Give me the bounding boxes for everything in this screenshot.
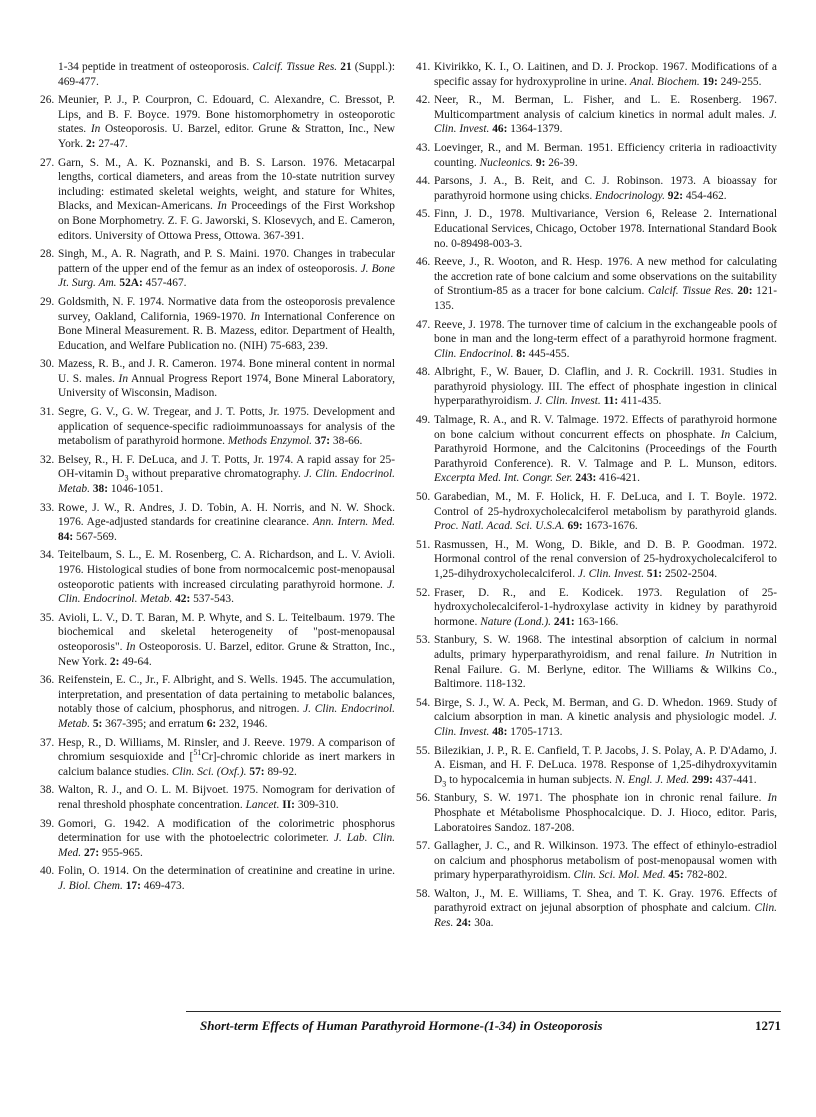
reference-volume: 21 — [340, 61, 352, 73]
reference-text: 26-39. — [545, 156, 578, 169]
reference-number: 41. — [416, 61, 431, 73]
reference-journal: Nucleonics. — [479, 156, 534, 169]
reference-text: 1673-1676. — [582, 520, 638, 533]
reference-item — [416, 365, 777, 409]
reference-journal: Ann. Intern. Med. — [312, 516, 395, 529]
reference-volume: 48: — [492, 725, 508, 738]
reference-journal: J. Clin. Invest. — [434, 711, 777, 738]
reference-item — [416, 93, 777, 137]
reference-volume: 299: — [692, 773, 713, 786]
reference-journal: J. Clin. Endocrinol. Metab. — [58, 578, 395, 606]
reference-text: 437-441. — [712, 773, 757, 786]
reference-volume: 51: — [646, 568, 663, 580]
reference-text: Stanbury, S. W. 1968. The intestinal absorption of calcium in normal adults, primary hyperparathyroidism, and renal failure. — [434, 634, 777, 661]
reference-item — [416, 490, 777, 534]
reference-volume: 11: — [603, 395, 619, 408]
reference-journal: J. Clin. Invest. — [434, 108, 777, 136]
reference-text: 416-421. — [596, 472, 640, 485]
reference-item — [416, 744, 777, 788]
reference-item — [416, 633, 777, 691]
reference-item — [40, 156, 395, 244]
reference-text: 367-395; and erratum — [102, 717, 207, 730]
page-footer — [186, 1018, 781, 1038]
reference-number: 45. — [416, 208, 431, 221]
page-number: 1271 — [755, 1018, 781, 1033]
reference-item — [416, 696, 777, 740]
reference-journal: Nature (Lond.). — [480, 615, 551, 628]
reference-journal: Clin. Sci. (Oxf.). — [171, 765, 247, 778]
reference-column-left — [40, 60, 395, 897]
reference-item — [40, 357, 395, 401]
reference-text: Singh, M., A. R. Nagrath, and P. S. Maini. 1970. Changes in trabecular pattern of the upper end of the femur as an index of osteoporosis. — [58, 248, 395, 275]
reference-item — [416, 174, 777, 203]
footer-divider — [186, 1011, 781, 1012]
reference-text: Birge, S. J., W. A. Peck, M. Berman, and G. D. Whedon. 1969. Study of calcium absorption in man. A kinetic analysis and physiologic model. — [434, 696, 777, 724]
reference-number: 39. — [40, 817, 55, 830]
reference-text: 454-462. — [682, 189, 727, 202]
reference-text: Segre, G. V., G. W. Tregear, and J. T. Potts, Jr. 1975. Development and application of sequence-specific radioimmunoassays for analysis of the metabolism of parathyroid hormone. — [58, 406, 395, 448]
reference-volume: 24: — [456, 917, 472, 930]
reference-journal: Proc. Natl. Acad. Sci. U.S.A. — [434, 520, 565, 533]
reference-volume: 9: — [535, 156, 546, 169]
reference-text: 2502-2504. — [662, 568, 718, 580]
reference-item — [40, 817, 395, 861]
reference-text: Nutrition in Renal Failure. G. M. Berlyne, editor. The Williams & Wilkins Co., Baltimore. 118-132. — [434, 648, 777, 691]
reference-text: 537-543. — [190, 593, 234, 606]
reference-text: Rowe, J. W., R. Andres, J. D. Tobin, A. H. Norris, and N. W. Shock. 1976. Age-adjusted standards for creatinine clearance. — [58, 501, 395, 529]
reference-item — [40, 611, 395, 669]
reference-number: 34. — [40, 549, 55, 562]
reference-number: 48. — [416, 366, 431, 379]
reference-text: to hypocalcemia in human subjects. — [446, 773, 615, 786]
reference-text: Garabedian, M., M. F. Holick, H. F. DeLuca, and I. T. Boyle. 1972. Control of 25-hydroxycholecalciferol metabolism by parathyroid glands. — [434, 491, 777, 518]
reference-journal: Excerpta Med. Int. Congr. Ser. — [434, 472, 573, 485]
reference-text: 3 — [442, 779, 447, 788]
reference-text: 89-92. — [264, 765, 297, 778]
reference-item — [416, 839, 777, 883]
reference-text: Osteoporosis. U. Barzel, editor. Grune & Stratton, Inc., New York. — [58, 123, 395, 150]
reference-volume: 27: — [83, 846, 100, 859]
reference-text: 38-66. — [330, 435, 363, 448]
reference-item — [416, 887, 777, 931]
reference-text: Stanbury, S. W. 1971. The phosphate ion in chronic renal failure. — [434, 792, 768, 805]
reference-item — [40, 247, 395, 291]
reference-text: Loevinger, R., and M. Berman. 1951. Efficiency criteria in radioactivity counting. — [434, 141, 777, 169]
reference-number: 32. — [40, 453, 55, 466]
reference-number: 30. — [40, 358, 55, 371]
reference-text: Reeve, J. 1978. The turnover time of calcium in the exchangeable pools of bone in man and the long-term effect of a parathyroid hormone fragment. — [434, 318, 777, 346]
reference-number: 36. — [40, 674, 55, 687]
reference-text: Folin, O. 1914. On the determination of creatinine and creatine in urine. — [58, 865, 395, 878]
reference-volume: 5: — [92, 717, 103, 730]
reference-item — [40, 405, 395, 449]
reference-text: Reifenstein, E. C., Jr., F. Albright, and S. Wells. 1945. The accumulation, interpretation, and presentation of data pertaining to metabolic balances, notably those of calcium, phosphorus, and nitrogen. — [58, 674, 395, 716]
reference-text: Reeve, J., R. Wooton, and R. Hesp. 1976. A new method for calculating the accretion rate of bone calcium and some observations on the suitability of Strontium-85 as a tracer for bone calcium. — [434, 256, 777, 298]
reference-volume: 241: — [553, 615, 575, 628]
reference-text: 1-34 peptide in treatment of osteoporosis. — [58, 61, 253, 73]
reference-number: 56. — [416, 792, 431, 805]
reference-text: 232, 1946. — [216, 717, 268, 730]
reference-text: (Suppl.): 469-477. — [58, 61, 395, 88]
reference-text: Kivirikko, K. I., O. Laitinen, and D. J. Prockop. 1967. Modifications of a specific assay for hydroxyproline in urine. — [434, 61, 777, 88]
reference-text: Osteoporosis. U. Barzel, editor. Grune & Stratton, Inc., New York. — [58, 640, 395, 668]
reference-text: Proceedings of the First Workshop on Bone Morphometry. Z. F. G. Jaworski, S. Klosevych, and E. Cameron, editors. University of Ottowa Press, Ottowa. 367-391. — [58, 200, 395, 242]
reference-text: 567-569. — [73, 530, 117, 543]
reference-volume: 20: — [737, 285, 753, 298]
reference-journal: Clin. Res. — [434, 902, 777, 930]
reference-number: 46. — [416, 256, 431, 269]
reference-number: 42. — [416, 94, 431, 107]
reference-volume: 57: — [249, 765, 265, 778]
reference-volume: 38: — [92, 483, 108, 496]
reference-journal: N. Engl. J. Med. — [614, 773, 690, 786]
reference-item — [416, 586, 777, 630]
reference-volume: 8: — [516, 347, 526, 360]
reference-text: Neer, R., M. Berman, L. Fisher, and L. E. Rosenberg. 1967. Multicompartment analysis of calcium kinetics in normal adult males. — [434, 94, 777, 121]
reference-volume: 2: — [109, 655, 120, 668]
reference-journal: J. Clin. Invest. — [577, 568, 645, 580]
reference-text: Cr]-chromic chloride as inert markers in calcium balance studies. — [58, 751, 395, 778]
reference-journal: In — [705, 648, 715, 661]
reference-text: 30a. — [471, 917, 494, 930]
reference-text: Gomori, G. 1942. A modification of the colorimetric phosphorus determination for use with the photoelectric colorimeter. — [58, 817, 395, 845]
reference-volume: 92: — [667, 189, 683, 202]
reference-journal: J. Clin. Endocrinol. Metab. — [58, 703, 395, 730]
reference-number: 38. — [40, 784, 55, 797]
reference-text: 121-135. — [434, 285, 777, 312]
reference-text: 51 — [193, 748, 202, 758]
reference-text: Belsey, R., H. F. DeLuca, and J. T. Potts, Jr. 1974. A rapid assay for 25-OH-vitamin D — [58, 453, 395, 481]
reference-number: 43. — [416, 141, 431, 154]
reference-journal: Methods Enzymol. — [227, 435, 313, 448]
reference-item — [416, 791, 777, 835]
reference-item — [40, 295, 395, 353]
reference-item — [40, 93, 395, 151]
reference-text: Hesp, R., D. Williams, M. Rinsler, and J. Reeve. 1979. A comparison of chromium sesquioxide and [ — [58, 736, 395, 764]
reference-volume: 2: — [85, 137, 96, 150]
reference-column-right — [416, 60, 777, 935]
reference-volume: 84: — [58, 530, 74, 543]
reference-text: 27-47. — [95, 137, 128, 150]
reference-item — [416, 318, 777, 362]
reference-journal: J. Clin. Endocrinol. Metab. — [58, 468, 395, 496]
reference-text: 469-473. — [140, 879, 185, 892]
reference-journal: In — [767, 792, 777, 805]
reference-journal: In — [125, 640, 136, 653]
reference-number: 26. — [40, 94, 55, 107]
reference-journal: Calcif. Tissue Res. — [252, 61, 338, 73]
reference-number: 35. — [40, 611, 55, 624]
reference-journal: Calcif. Tissue Res. — [647, 285, 734, 298]
reference-number: 49. — [416, 414, 431, 427]
reference-text: International Conference on Bone Mineral Measurement. R. B. Mazess, editor. Department of Health, Education, and Welfare Publication no. (NIH) 75-683, 239. — [58, 310, 395, 352]
reference-text: Annual Progress Report 1974, Bone Mineral Laboratory, University of Wisconsin, Madison. — [58, 372, 395, 400]
reference-volume: 37: — [314, 435, 331, 448]
reference-item — [40, 864, 395, 893]
reference-journal: Clin. Sci. Mol. Med. — [573, 869, 666, 882]
reference-number: 29. — [40, 295, 55, 308]
reference-volume: II: — [282, 798, 295, 811]
reference-journal: In — [250, 310, 260, 323]
reference-item — [416, 60, 777, 89]
reference-text: Talmage, R. A., and R. V. Talmage. 1972. Effects of parathyroid hormone on bone calcium without concurrent effects on phosphate. — [434, 414, 777, 441]
reference-text: Goldsmith, N. F. 1974. Normative data from the osteoporosis prevalence survey, Oakland, California, 1969-1970. — [58, 295, 395, 323]
reference-text: 955-965. — [99, 846, 143, 859]
reference-text: 782-802. — [683, 869, 728, 882]
reference-text: Bilezikian, J. P., R. E. Canfield, T. P. Jacobs, J. S. Polay, A. P. D'Adamo, J. A. Eisman, and H. F. DeLuca. 1978. Response of 1,25-dihydroxyvitamin D — [434, 744, 777, 786]
reference-text: without preparative chromatography. — [128, 468, 305, 481]
reference-number: 28. — [40, 248, 55, 261]
reference-journal: J. Clin. Invest. — [534, 395, 601, 408]
reference-number: 37. — [40, 736, 55, 749]
reference-item — [40, 453, 395, 497]
reference-item — [416, 538, 777, 582]
reference-text: Albright, F., W. Bauer, D. Claflin, and J. R. Cockrill. 1931. Studies in parathyroid physiology. III. The effect of phosphate ingestion in clinical hyperparathyroidism. — [434, 366, 777, 408]
reference-text: 1364-1379. — [507, 123, 563, 136]
reference-volume: 19: — [702, 75, 718, 88]
reference-number: 44. — [416, 175, 431, 188]
reference-text: 163-166. — [574, 615, 619, 628]
reference-text: 249-255. — [717, 75, 762, 88]
reference-journal: J. Biol. Chem. — [58, 879, 123, 892]
reference-text: Calcium, Parathyroid Hormone, and the Calcitonins (Proceedings of the Fourth Parathyroid Conference). R. V. Talmage and P. L. Munson, editors. — [434, 428, 777, 470]
reference-text: Walton, J., M. E. Williams, T. Shea, and T. K. Gray. 1976. Effects of parathyroid extract on jejunal absorption of phosphate and calcium. — [434, 887, 777, 915]
reference-item — [40, 783, 395, 812]
reference-text: 3 — [124, 473, 129, 483]
reference-text: Fraser, D. R., and E. Kodicek. 1973. Regulation of 25-hydroxycholecalciferol-1-hydroxylase activity in kidney by parathyroid hormone. — [434, 586, 777, 628]
reference-number: 58. — [416, 887, 431, 900]
reference-journal: Anal. Biochem. — [629, 75, 700, 88]
reference-volume: 45: — [668, 869, 684, 882]
reference-item — [40, 60, 395, 89]
reference-journal: Clin. Endocrinol. — [434, 347, 514, 360]
reference-volume: 52A: — [119, 277, 143, 290]
reference-number: 40. — [40, 865, 55, 878]
reference-number: 57. — [416, 840, 431, 853]
reference-number: 51. — [416, 538, 431, 551]
reference-item — [416, 141, 777, 170]
reference-volume: 42: — [175, 593, 191, 606]
reference-text: 49-64. — [119, 655, 152, 668]
reference-number: 52. — [416, 586, 431, 599]
reference-text: Gallagher, J. C., and R. Wilkinson. 1973. The effect of ethinylo-estradiol on calcium and phosphorus metabolism of post-menopausal women with primary hyperparathyroidism. — [434, 840, 777, 882]
reference-text: 309-310. — [294, 798, 339, 811]
reference-item — [416, 255, 777, 313]
reference-volume: 17: — [125, 879, 141, 892]
reference-text: Avioli, L. V., D. T. Baran, M. P. Whyte, and S. L. Teitelbaum. 1979. The biochemical and skeletal heterogeneity of "post-menopausal osteoporosis". — [58, 611, 395, 653]
reference-text: 1046-1051. — [108, 483, 164, 496]
reference-item — [40, 673, 395, 731]
reference-item — [40, 736, 395, 780]
reference-text: 411-435. — [618, 395, 662, 408]
reference-number: 50. — [416, 491, 431, 504]
reference-text: Rasmussen, H., M. Wong, D. Bikle, and D. B. P. Goodman. 1972. Hormonal control of the renal conversion of 25-hydroxycholecalciferol to 1,25-dihydroxycholecalciferol. — [434, 538, 777, 580]
running-title: Short-term Effects of Human Parathyroid Hormone-(1-34) in Osteoporosis — [200, 1018, 603, 1033]
reference-number: 47. — [416, 318, 431, 331]
reference-number: 55. — [416, 744, 431, 757]
reference-item — [40, 501, 395, 545]
reference-text: Garn, S. M., A. K. Poznanski, and B. S. Larson. 1976. Metacarpal lengths, cortical diameters, and areas from the 10-state nutrition survey including: estimated skeletal weights, weight, and stature for Whites, Blacks, and Mexican-Americans. — [58, 156, 395, 213]
reference-text: Meunier, P. J., P. Courpron, C. Edouard, C. Alexandre, C. Bressot, P. Lips, and B. F. Boyce. 1979. Bone histomorphometry in osteoporotic states. — [58, 94, 395, 136]
reference-number: 27. — [40, 156, 55, 169]
reference-number: 31. — [40, 406, 55, 419]
reference-number: 53. — [416, 634, 431, 647]
reference-journal: Lancet. — [245, 798, 280, 811]
reference-text: Teitelbaum, S. L., E. M. Rosenberg, C. A. Richardson, and L. V. Avioli. 1976. Histological studies of bone from normocalcemic post-menopausal osteoporotic patients with increased circulating parathyroid hormone. — [58, 549, 395, 591]
reference-volume: 46: — [492, 123, 508, 136]
reference-text: 457-467. — [142, 277, 187, 290]
reference-journal: J. Lab. Clin. Med. — [58, 832, 395, 859]
reference-item — [416, 413, 777, 486]
reference-journal: In — [118, 372, 129, 385]
reference-text: Phosphate et Métabolisme Phosphocalcique. D. J. Hioco, editor. Paris, Laboratoires Sandoz. 187-208. — [434, 806, 777, 834]
reference-text: Mazess, R. B., and J. R. Cameron. 1974. Bone mineral content in normal U. S. males. — [58, 358, 395, 385]
reference-volume: 243: — [575, 472, 597, 485]
reference-number: 54. — [416, 696, 431, 709]
reference-journal: In — [217, 200, 227, 213]
reference-journal: J. Bone Jt. Surg. Am. — [58, 262, 395, 290]
reference-text: Parsons, J. A., B. Reit, and C. J. Robinson. 1973. A bioassay for parathyroid hormone using chicks. — [434, 175, 777, 202]
reference-item — [416, 207, 777, 251]
reference-text: 1705-1713. — [507, 725, 563, 738]
reference-text: Finn, J. D., 1978. Multivariance, Version 6, Release 2. International Educational Services, Chicago, October 1978. International Standard Book no. 0-89498-003-3. — [434, 208, 777, 250]
reference-journal: In — [720, 428, 731, 441]
reference-volume: 6: — [206, 717, 217, 730]
reference-item — [40, 548, 395, 606]
reference-text: Walton, R. J., and O. L. M. Bijvoet. 1975. Nomogram for derivation of renal threshold phosphate concentration. — [58, 784, 395, 811]
reference-volume: 69: — [567, 520, 583, 533]
reference-journal: In — [90, 123, 101, 136]
reference-text: 445-455. — [525, 347, 570, 360]
reference-number: 33. — [40, 501, 55, 514]
reference-journal: Endocrinology. — [595, 189, 665, 202]
